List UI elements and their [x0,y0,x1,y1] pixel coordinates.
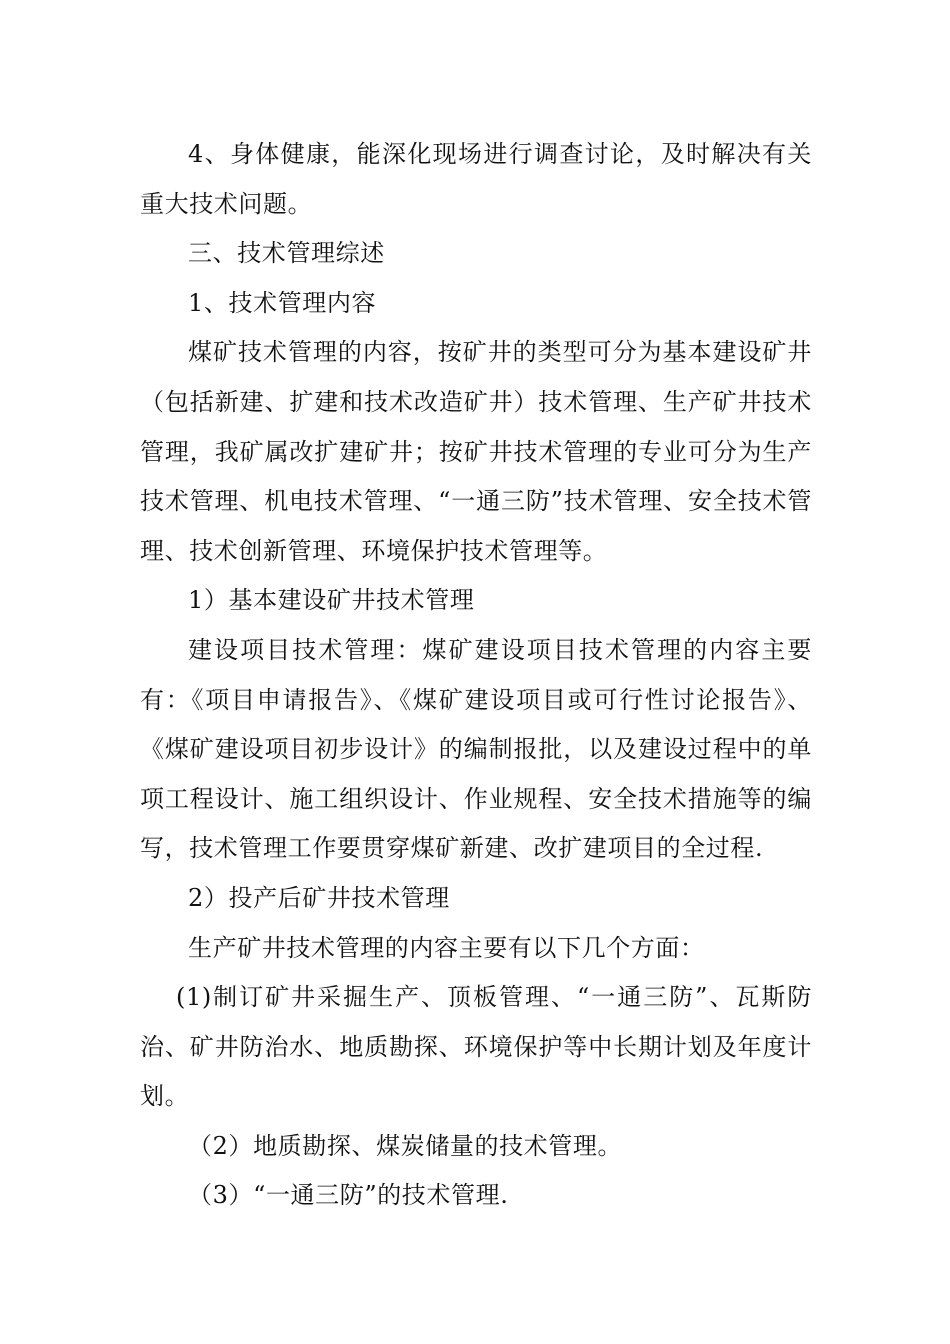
subsection-heading-tech-management-content: 1、技术管理内容 [188,288,377,317]
paragraph-tech-management-scope: 煤矿技术管理的内容，按矿井的类型可分为基本建设矿井（包括新建、扩建和技术改造矿井）技术管理、生产矿井技术管理，我矿属改扩建矿井；按矿井技术管理的专业可分为生产技术管理、机电技术管理、“一通三防”技术管理、安全技术管理、技术创新管理、环境保护技术管理等。 [140,338,812,565]
paragraph-construction-project-management: 建设项目技术管理：煤矿建设项目技术管理的内容主要有：《项目申请报告》、《煤矿建设项目或可行性讨论报告》、《煤矿建设项目初步设计》的编制报批，以及建设过程中的单项工程设计、施工组织设计、作业规程、安全技术措施等的编写，技术管理工作要贯穿煤矿新建、改扩建项目的全过程. [140,635,812,863]
list-item-plans: (1)制订矿井采掘生产、顶板管理、“一通三防”、瓦斯防治、矿井防治水、地质勘探、环境保护等中长期计划及年度计划。 [140,983,812,1111]
paragraph-production-mine-aspects: 生产矿井技术管理的内容主要有以下几个方面： [188,933,705,962]
list-item-geology-reserves: （2）地质勘探、煤炭储量的技术管理。 [188,1131,623,1160]
section-heading-tech-management-overview: 三、技术管理综述 [188,239,385,268]
document-body [140,130,812,1221]
item-heading-production-mine: 2）投产后矿井技术管理 [188,883,450,912]
list-item-ventilation-prevention: （3）“一通三防”的技术管理. [188,1181,509,1210]
item-heading-construction-mine: 1）基本建设矿井技术管理 [188,586,475,615]
paragraph-health-requirement: 4、身体健康，能深化现场进行调查讨论，及时解决有关重大技术问题。 [140,140,812,218]
